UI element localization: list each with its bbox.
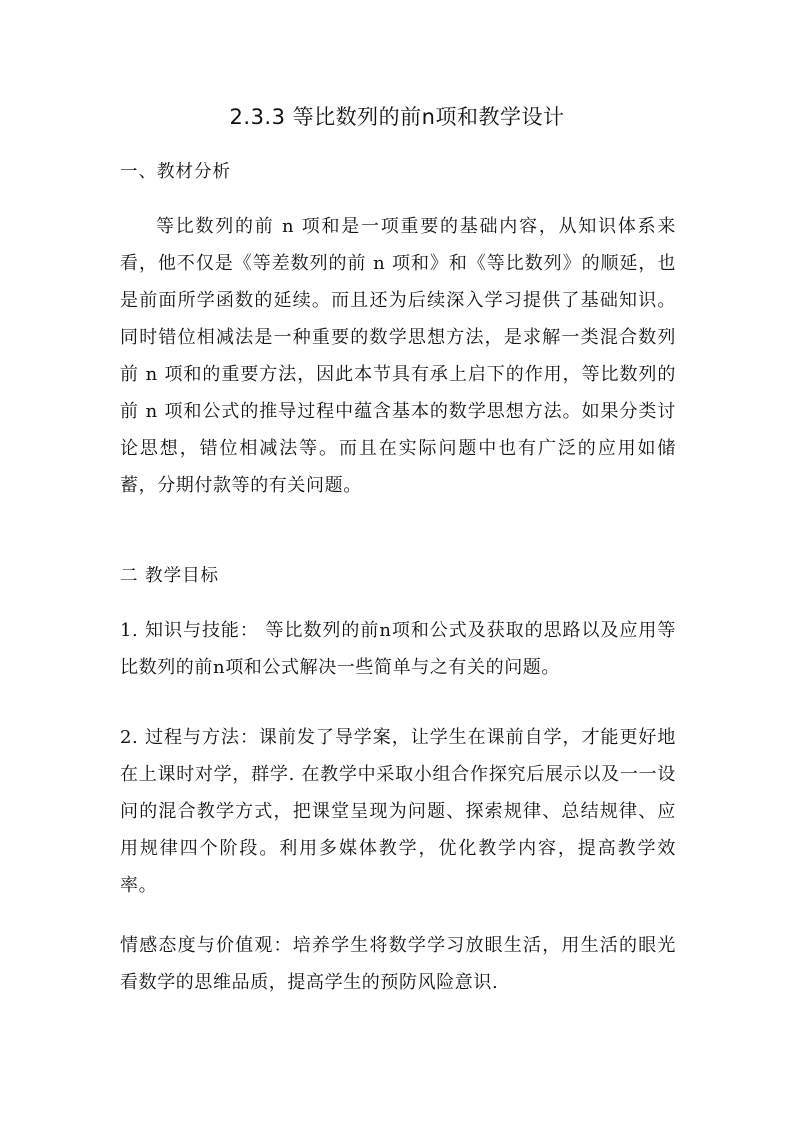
goal-emotion-values: 情感态度与价值观：培养学生将数学学习放眼生活，用生活的眼光看数学的思维品质，提高学生的预防风险意识.	[120, 935, 676, 993]
section-heading-teaching-goals: 二 教学目标	[120, 566, 220, 586]
goal-knowledge-skills: 1. 知识与技能： 等比数列的前n项和公式及获取的思路以及应用等比数列的前n项和公式解决一些简单与之有关的问题。	[120, 620, 676, 678]
textbook-analysis-paragraph: 等比数列的前 n 项和是一项重要的基础内容，从知识体系来看，他不仅是《等差数列的前 n 项和》和《等比数列》的顺延，也是前面所学函数的延续。而且还为后续深入学习提供了基础知识。同时错位相减法是一种重要的数学思想方法，是求解一类混合数列前 n 项和的重要方法，因此本节具有承上启下的作用，等比数列的前 n 项和公式的推导过程中蕴含基本的数学思想方法。如果分类讨论思想，错位相减法等。而且在实际问题中也有广泛的应用如储蓄，分期付款等的有关问题。	[120, 216, 676, 496]
goal-process-methods: 2. 过程与方法：课前发了导学案，让学生在课前自学，才能更好地在上课时对学，群学. 在教学中采取小组合作探究后展示以及一一设问的混合教学方式，把课堂呈现为问题、探索规律、总结规律、应用规律四个阶段。利用多媒体教学，优化教学内容，提高教学效率。	[120, 727, 676, 896]
document-title: 2.3.3 等比数列的前n项和教学设计	[229, 105, 565, 129]
section-heading-textbook-analysis: 一、教材分析	[120, 162, 231, 182]
